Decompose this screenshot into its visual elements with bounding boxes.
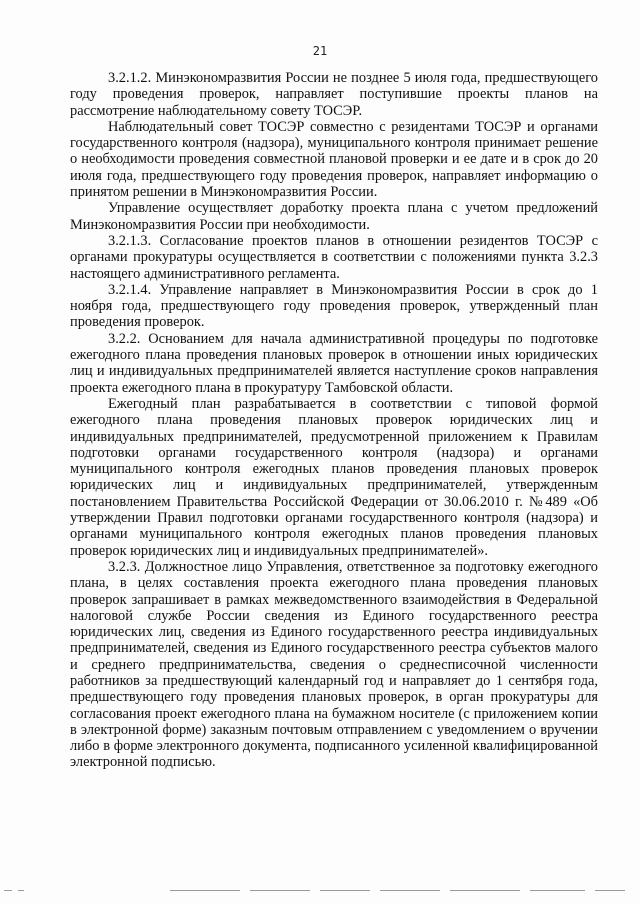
paragraph-3-2-2: 3.2.2. Основанием для начала административной процедуры по подготовке ежегодного плана проведения плановых проверок в отношении иных юридических лиц и индивидуальных предпринимателей является наступление сроков направления проекта ежегодного плана в прокуратуру Тамбовской области. bbox=[70, 330, 598, 396]
paragraph-plan-revision: Управление осуществляет доработку проекта плана с учетом предложений Минэкономразвития России при необходимости. bbox=[70, 200, 598, 233]
document-body bbox=[70, 70, 598, 771]
paragraph-3-2-3: 3.2.3. Должностное лицо Управления, ответственное за подготовку ежегодного плана, в целях составления проекта ежегодного плана проведения плановых проверок запрашивает в рамках межведомственного взаимодействия в Федеральной налоговой службе России сведения из Единого государственного реестра юридических лиц, сведения из Единого государственного реестра индивидуальных предпринимателей, сведения из Единого государственного реестра субъектов малого и среднего предпринимательства, сведения о среднесписочной численности работников за предшествующий календарный год и направляет до 1 сентября года, предшествующего году проведения плановых проверок, в орган прокуратуры для согласования проект ежегодного плана на бумажном носителе (с приложением копии в электронной форме) заказным почтовым отправлением с уведомлением о вручении либо в форме электронного документа, подписанного усиленной квалифицированной электронной подписью. bbox=[70, 558, 598, 771]
paragraph-annual-plan-form: Ежегодный план разрабатывается в соответствии с типовой формой ежегодного плана проведения плановых проверок юридических лиц и индивидуальных предпринимателей, предусмотренной приложением к Правилам подготовки органами государственного контроля (надзора) и органами муниципального контроля ежегодных планов проведения плановых проверок юридических лиц и индивидуальных предпринимателей, утвержденным постановлением Правительства Российской Федерации от 30.06.2010 г. №489 «Об утверждении Правил подготовки органами государственного контроля (надзора) и органами муниципального контроля ежегодных планов проведения плановых проверок юридических лиц и индивидуальных предпринимателей». bbox=[70, 395, 598, 559]
scan-artifacts bbox=[0, 886, 640, 896]
paragraph-3-2-1-3: 3.2.1.3. Согласование проектов планов в отношении резидентов ТОСЭР с органами прокуратуры осуществляется в соответствии с положениями пункта 3.2.3 настоящего административного регламента. bbox=[70, 232, 598, 282]
paragraph-3-2-1-4: 3.2.1.4. Управление направляет в Минэкономразвития России в срок до 1 ноября года, предшествующего году проведения проверок, утвержденный план проведения проверок. bbox=[70, 281, 598, 331]
paragraph-3-2-1-2: 3.2.1.2. Минэкономразвития России не позднее 5 июля года, предшествующего году проведения проверок, направляет поступившие проекты планов на рассмотрение наблюдательному совету ТОСЭР. bbox=[70, 70, 598, 119]
paragraph-observation-council: Наблюдательный совет ТОСЭР совместно с резидентами ТОСЭР и органами государственного контроля (надзора), муниципального контроля принимает решение о необходимости проведения совместной плановой проверки и ее дате и в срок до 20 июля года, предшествующего году проведения проверок, направляет информацию о принятом решении в Минэкономразвития России. bbox=[70, 118, 598, 201]
page-number: 21 bbox=[312, 44, 328, 58]
